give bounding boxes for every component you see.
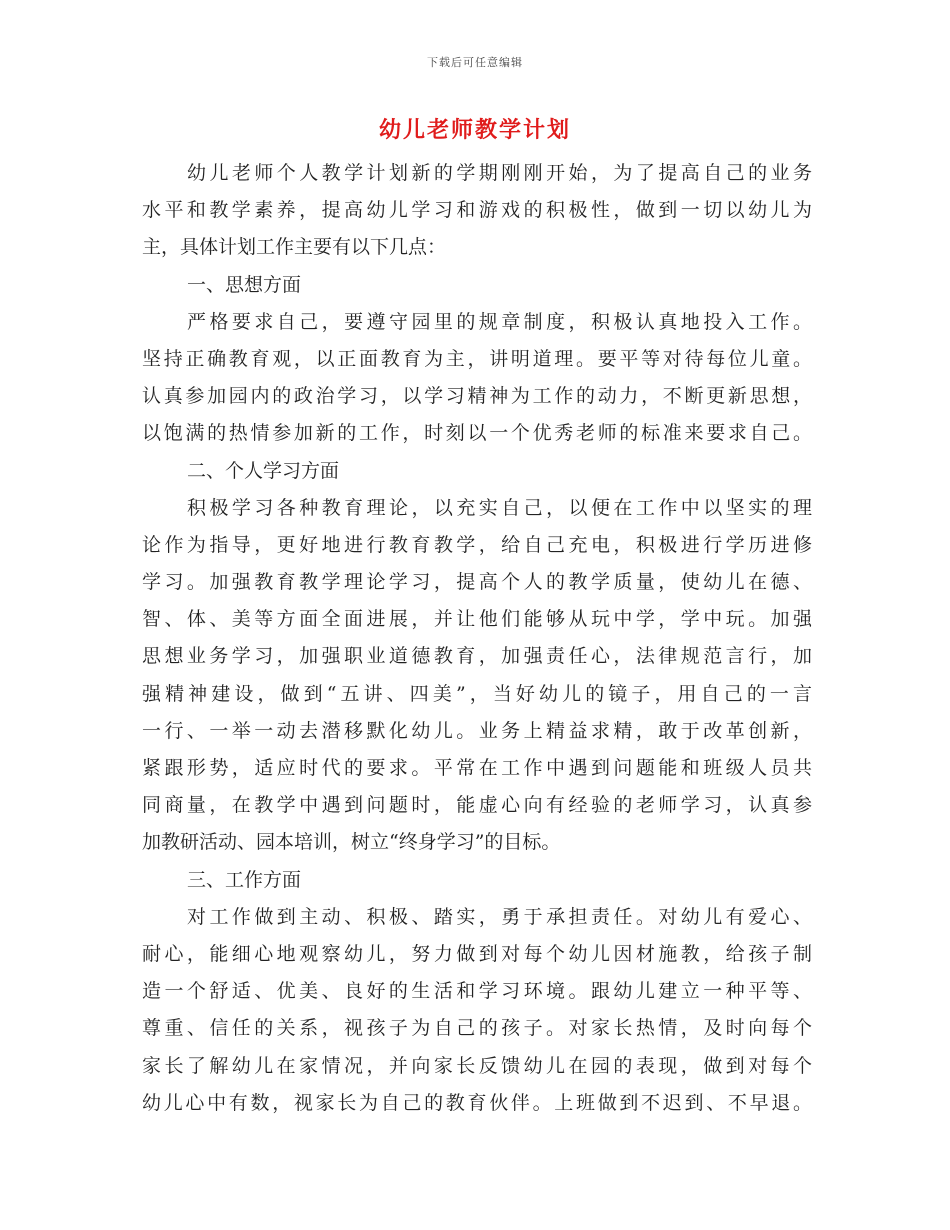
body-line: 严格要求自己，要遵守园里的规章制度，积极认真地投入工作。: [187, 310, 812, 333]
body-line: 以饱满的热情参加新的工作，时刻以一个优秀老师的标准来要求自己。: [142, 422, 812, 445]
body-line: 二、个人学习方面: [187, 459, 340, 482]
body-line: 造一个舒适、优美、良好的生活和学习环境。跟幼儿建立一种平等、: [142, 980, 812, 1003]
body-line: 主，具体计划工作主要有以下几点：: [142, 236, 447, 259]
body-line: 加教研活动、园本培训，树立“终身学习”的目标。: [142, 831, 561, 854]
body-line: 积极学习各种教育理论，以充实自己，以便在工作中以坚实的理: [187, 496, 812, 519]
body-line: 思想业务学习，加强职业道德教育，加强责任心，法律规范言行，加: [142, 645, 812, 668]
document-body: [142, 155, 812, 1122]
body-line: 耐心，能细心地观察幼儿，努力做到对每个幼儿因材施教，给孩子制: [142, 942, 812, 965]
body-line: 尊重、信任的关系，视孩子为自己的孩子。对家长热情，及时向每个: [142, 1017, 812, 1040]
body-line: 一行、一举一动去潜移默化幼儿。业务上精益求精，敢于改革创新，: [142, 719, 812, 742]
body-line: 紧跟形势，适应时代的要求。平常在工作中遇到问题能和班级人员共: [142, 757, 812, 779]
body-line: 水平和教学素养，提高幼儿学习和游戏的积极性，做到一切以幼儿为: [142, 199, 812, 222]
body-line: 幼儿心中有数，视家长为自己的教育伙伴。上班做到不迟到、不早退。: [142, 1091, 812, 1114]
document-title: 幼儿老师教学计划: [378, 117, 571, 143]
body-line: 论作为指导，更好地进行教育教学，给自己充电，积极进行学历进修: [142, 533, 812, 556]
body-line: 学习。加强教育教学理论学习，提高个人的教学质量，使幼儿在德、: [142, 571, 812, 594]
body-line: 家长了解幼儿在家情况，并向家长反馈幼儿在园的表现，做到对每个: [142, 1054, 812, 1077]
body-line: 幼儿老师个人教学计划新的学期刚刚开始，为了提高自己的业务: [187, 162, 812, 184]
body-line: 坚持正确教育观，以正面教育为主，讲明道理。要平等对待每位儿童。: [142, 347, 812, 370]
body-line: 同商量，在教学中遇到问题时，能虚心向有经验的老师学习，认真参: [142, 794, 812, 817]
body-line: 智、体、美等方面全面进展，并让他们能够从玩中学，学中玩。加强: [142, 608, 812, 631]
body-line: 对工作做到主动、积极、踏实，勇于承担责任。对幼儿有爱心、: [187, 905, 812, 928]
body-line: 认真参加园内的政治学习，以学习精神为工作的动力，不断更新思想，: [142, 385, 812, 408]
body-line: 三、工作方面: [187, 868, 302, 891]
header-note: 下载后可任意编辑: [427, 56, 523, 69]
body-line: 强精神建设，做到“五讲、四美”，当好幼儿的镜子，用自己的一言: [142, 682, 812, 705]
body-line: 一、思想方面: [187, 273, 302, 296]
